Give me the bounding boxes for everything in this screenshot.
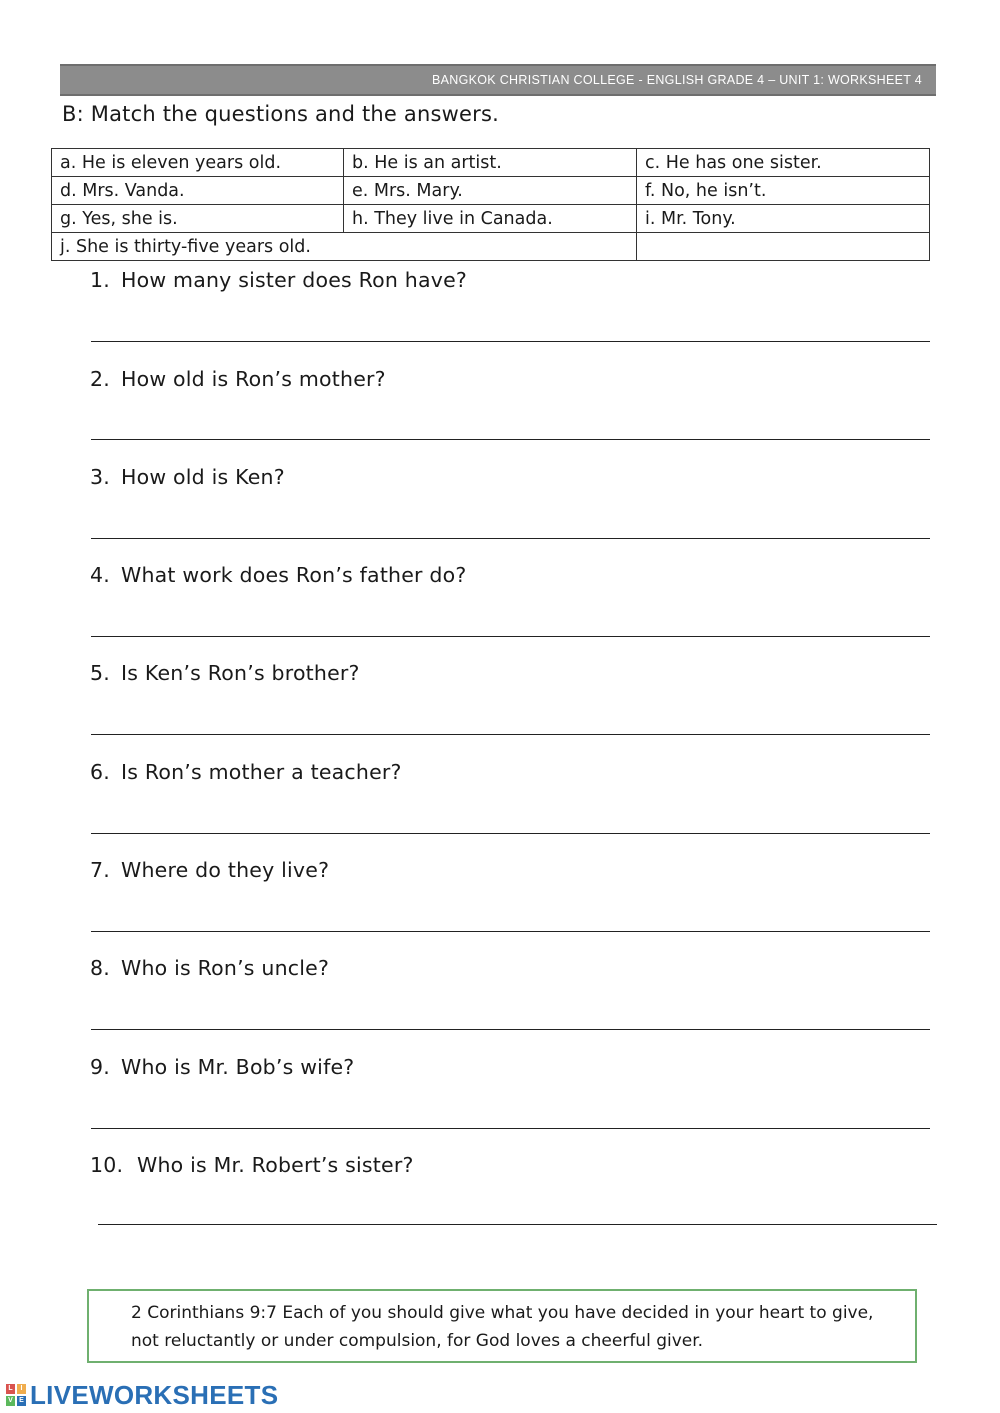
- table-row: [52, 177, 930, 205]
- answers-table: [51, 148, 930, 261]
- answer-cell: b. He is an artist.: [344, 149, 637, 177]
- header-bar: [60, 64, 936, 96]
- answer-line-3[interactable]: [91, 538, 930, 539]
- question-item: [90, 367, 386, 391]
- question-text: What work does Ron’s father do?: [121, 563, 467, 587]
- question-text: How many sister does Ron have?: [121, 268, 467, 292]
- question-item: [90, 465, 285, 489]
- question-text: Who is Ron’s uncle?: [121, 956, 330, 980]
- answer-cell-empty: [637, 233, 930, 261]
- verse-line-1: 2 Corinthians 9:7 Each of you should give what you have decided in your heart to give,: [131, 1303, 874, 1323]
- question-number: 1.: [90, 268, 110, 292]
- answer-cell: f. No, he isn’t.: [637, 177, 930, 205]
- verse-line-2: not reluctantly or under compulsion, for God loves a cheerful giver.: [131, 1331, 704, 1351]
- answer-cell: e. Mrs. Mary.: [344, 177, 637, 205]
- question-item: [90, 956, 329, 980]
- question-text: Who is Mr. Robert’s sister?: [137, 1153, 414, 1177]
- question-number: 9.: [90, 1055, 110, 1079]
- answer-line-6[interactable]: [91, 833, 930, 834]
- question-text: Where do they live?: [121, 858, 330, 882]
- question-number: 8.: [90, 956, 110, 980]
- table-row: [52, 205, 930, 233]
- answer-cell: h. They live in Canada.: [344, 205, 637, 233]
- question-number: 6.: [90, 760, 110, 784]
- answer-line-8[interactable]: [91, 1029, 930, 1030]
- question-number: 10.: [90, 1153, 124, 1177]
- answer-line-9[interactable]: [91, 1128, 930, 1129]
- table-row: [52, 233, 930, 261]
- table-row: [52, 149, 930, 177]
- liveworksheets-logo[interactable]: [6, 1379, 278, 1411]
- question-text: Is Ron’s mother a teacher?: [121, 760, 402, 784]
- question-item: [90, 1153, 414, 1177]
- header-title: BANGKOK CHRISTIAN COLLEGE - ENGLISH GRADE 4 – UNIT 1: WORKSHEET 4: [432, 73, 922, 87]
- question-number: 4.: [90, 563, 110, 587]
- question-text: How old is Ron’s mother?: [121, 367, 386, 391]
- answer-cell: d. Mrs. Vanda.: [52, 177, 344, 205]
- answer-line-4[interactable]: [91, 636, 930, 637]
- question-item: [90, 1055, 354, 1079]
- question-item: [90, 858, 329, 882]
- answer-cell: a. He is eleven years old.: [52, 149, 344, 177]
- liveworksheets-logo-icon: L I V E: [6, 1382, 28, 1408]
- answer-cell: j. She is thirty-five years old.: [52, 233, 637, 261]
- answer-line-10[interactable]: [98, 1224, 937, 1225]
- question-item: [90, 760, 402, 784]
- logo-text: LIVEWORKSHEETS: [30, 1379, 279, 1410]
- bible-verse-box: [87, 1289, 917, 1363]
- answer-cell: i. Mr. Tony.: [637, 205, 930, 233]
- question-number: 3.: [90, 465, 110, 489]
- question-text: How old is Ken?: [121, 465, 285, 489]
- instruction-heading: B: Match the questions and the answers.: [62, 102, 499, 126]
- question-item: [90, 661, 360, 685]
- answer-line-2[interactable]: [91, 439, 930, 440]
- answer-line-7[interactable]: [91, 931, 930, 932]
- question-text: Who is Mr. Bob’s wife?: [121, 1055, 355, 1079]
- answer-line-5[interactable]: [91, 734, 930, 735]
- question-item: [90, 268, 467, 292]
- answer-cell: c. He has one sister.: [637, 149, 930, 177]
- answer-cell: g. Yes, she is.: [52, 205, 344, 233]
- question-number: 5.: [90, 661, 110, 685]
- question-number: 2.: [90, 367, 110, 391]
- question-number: 7.: [90, 858, 110, 882]
- question-text: Is Ken’s Ron’s brother?: [121, 661, 360, 685]
- answer-line-1[interactable]: [91, 341, 930, 342]
- bible-verse: [131, 1299, 901, 1355]
- question-item: [90, 563, 466, 587]
